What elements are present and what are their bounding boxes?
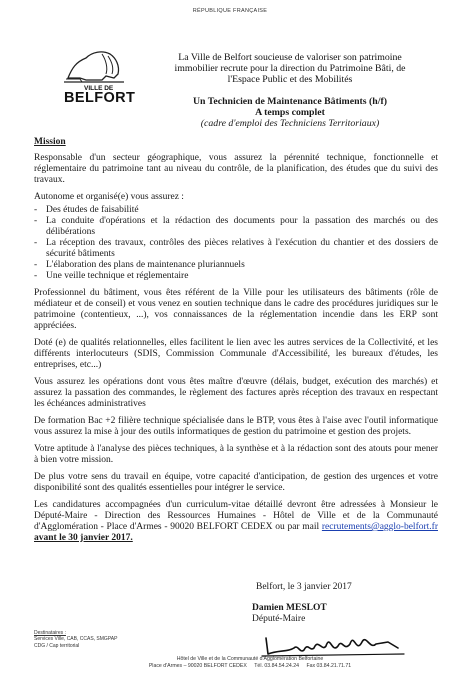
list-item: - La conduite d'opérations et la rédaction des documents pour la passation des marchés ou des délibérations <box>34 216 438 238</box>
footer-fax: Fax 03.84.21.71.71 <box>306 662 352 669</box>
signer-name: Damien MESLOT <box>252 603 327 613</box>
intro-line-2: immobilier recrute pour la direction du Patrimoine Bâti, de <box>174 63 406 74</box>
handwritten-signature <box>258 624 408 660</box>
footer-address: Place d'Armes – 90020 BELFORT CEDEX <box>148 662 247 669</box>
intro-line-3: l'Espace Public et des Mobilités <box>227 74 353 85</box>
footer-line-1: Hôtel de Ville et de la Communauté d'Agglomération Belfortaine <box>176 656 324 662</box>
destinataires-block <box>34 630 117 649</box>
job-description <box>34 153 438 550</box>
deadline-text: avant le 30 janvier 2017. <box>34 533 133 543</box>
job-time: A temps complet <box>255 107 325 118</box>
job-title: Un Technicien de Maintenance Bâtiments (h/f) <box>192 96 388 107</box>
paragraph-equipe: De plus votre sens du travail en équipe, votre capacité d'anticipation, de gestion des urgences et votre disponibilité sont des qualités essentielles pour intégrer le service. <box>34 472 438 493</box>
intro-header <box>140 52 440 85</box>
paragraph-aptitude: Votre aptitude à l'analyse des pièces techniques, à la synthèse et à la rédaction sont des atouts pour mener à bien votre mission. <box>34 444 438 465</box>
job-cadre: (cadre d'emploi des Techniciens Territoriaux) <box>200 118 380 129</box>
signer-block <box>252 603 327 625</box>
mission-heading: Mission <box>34 137 66 147</box>
destinataires-title: Destinataires : <box>34 630 66 636</box>
list-item: - Des études de faisabilité <box>34 205 438 216</box>
paragraph-professionnel: Professionnel du bâtiment, vous êtes référent de la Ville pour les utilisateurs des bâtiments (rôle de médiateur et de conseil) et vous venez en soutien technique dans le cadre des procédures juridiques sur le patrimoine (contentieux, ...), vos connaissances de la réglementation incendie dans les ERP sont appréciées. <box>34 288 438 331</box>
belfort-lion-logo <box>62 38 136 106</box>
paragraph-autonome: Autonome et organisé(e) vous assurez : <box>34 192 184 202</box>
destinataires-line-1: Services Ville, CAB, CCAS, SMGPAP <box>34 636 118 643</box>
intro-line-1: La Ville de Belfort soucieuse de valoriser son patrimoine <box>178 52 402 63</box>
job-title-block <box>120 96 460 129</box>
tasks-list <box>34 205 438 282</box>
list-item: - La réception des travaux, contrôles des pièces relatives à l'exécution du chantier et des dossiers de sécurité bâtiments <box>34 238 438 260</box>
recruitment-email-link[interactable]: recrutements@agglo-belfort.fr <box>321 522 438 532</box>
paragraph-operations: Vous assurez les opérations dont vous êtes maître d'œuvre (délais, budget, exécution des marchés) et assurez la passation des commandes, le règlement des factures après réception des travaux en respectant les échéances administratives <box>34 377 438 409</box>
signer-title: Député-Maire <box>252 614 306 624</box>
logo-small-text: VILLE DE <box>84 85 114 92</box>
destinataires-line-2: CDG / Cap territorial <box>34 642 80 649</box>
logo-big-text: BELFORT <box>64 90 136 106</box>
paragraph-qualites: Doté (e) de qualités relationnelles, elles facilitent le lien avec les autres services de la Collectivité, et les différents interlocuteurs (SDIS, Commission Communale d'Accessibilité, les bureaux d'études, les entreprises, etc...) <box>34 338 438 370</box>
footer <box>100 656 400 669</box>
republique-francaise-label: RÉPUBLIQUE FRANÇAISE <box>192 8 268 14</box>
paragraph-responsable: Responsable d'un secteur géographique, vous assurez la pérennité technique, fonctionnelle et réglementaire du patrimoine tant au niveau du contrôle, de la planification, des études que du suivi des travaux. <box>34 153 438 185</box>
candidatures-text: Les candidatures accompagnées d'un curriculum-vitae détaillé devront être adressées à Monsieur le Député-Maire - Direction des Ressources Humaines - Hôtel de Ville et de la Communauté d'Agglomération - Place d'Armes - 90020 BELFORT CEDEX ou par mail <box>34 500 438 532</box>
footer-tel: Tél. 03.84.54.24.24 <box>254 662 299 669</box>
letter-date: Belfort, le 3 janvier 2017 <box>256 582 352 592</box>
list-item: - L'élaboration des plans de maintenance pluriannuels <box>34 260 438 271</box>
paragraph-formation: De formation Bac +2 filière technique spécialisée dans le BTP, vous êtes à l'aise avec l'outil informatique vous assurez la mise à jour des outils informatiques de gestion du patrimoine et gestion des projets. <box>34 416 438 437</box>
list-item: - Une veille technique et réglementaire <box>34 271 438 282</box>
paragraph-candidatures <box>34 500 438 544</box>
footer-line-2 <box>100 663 400 670</box>
